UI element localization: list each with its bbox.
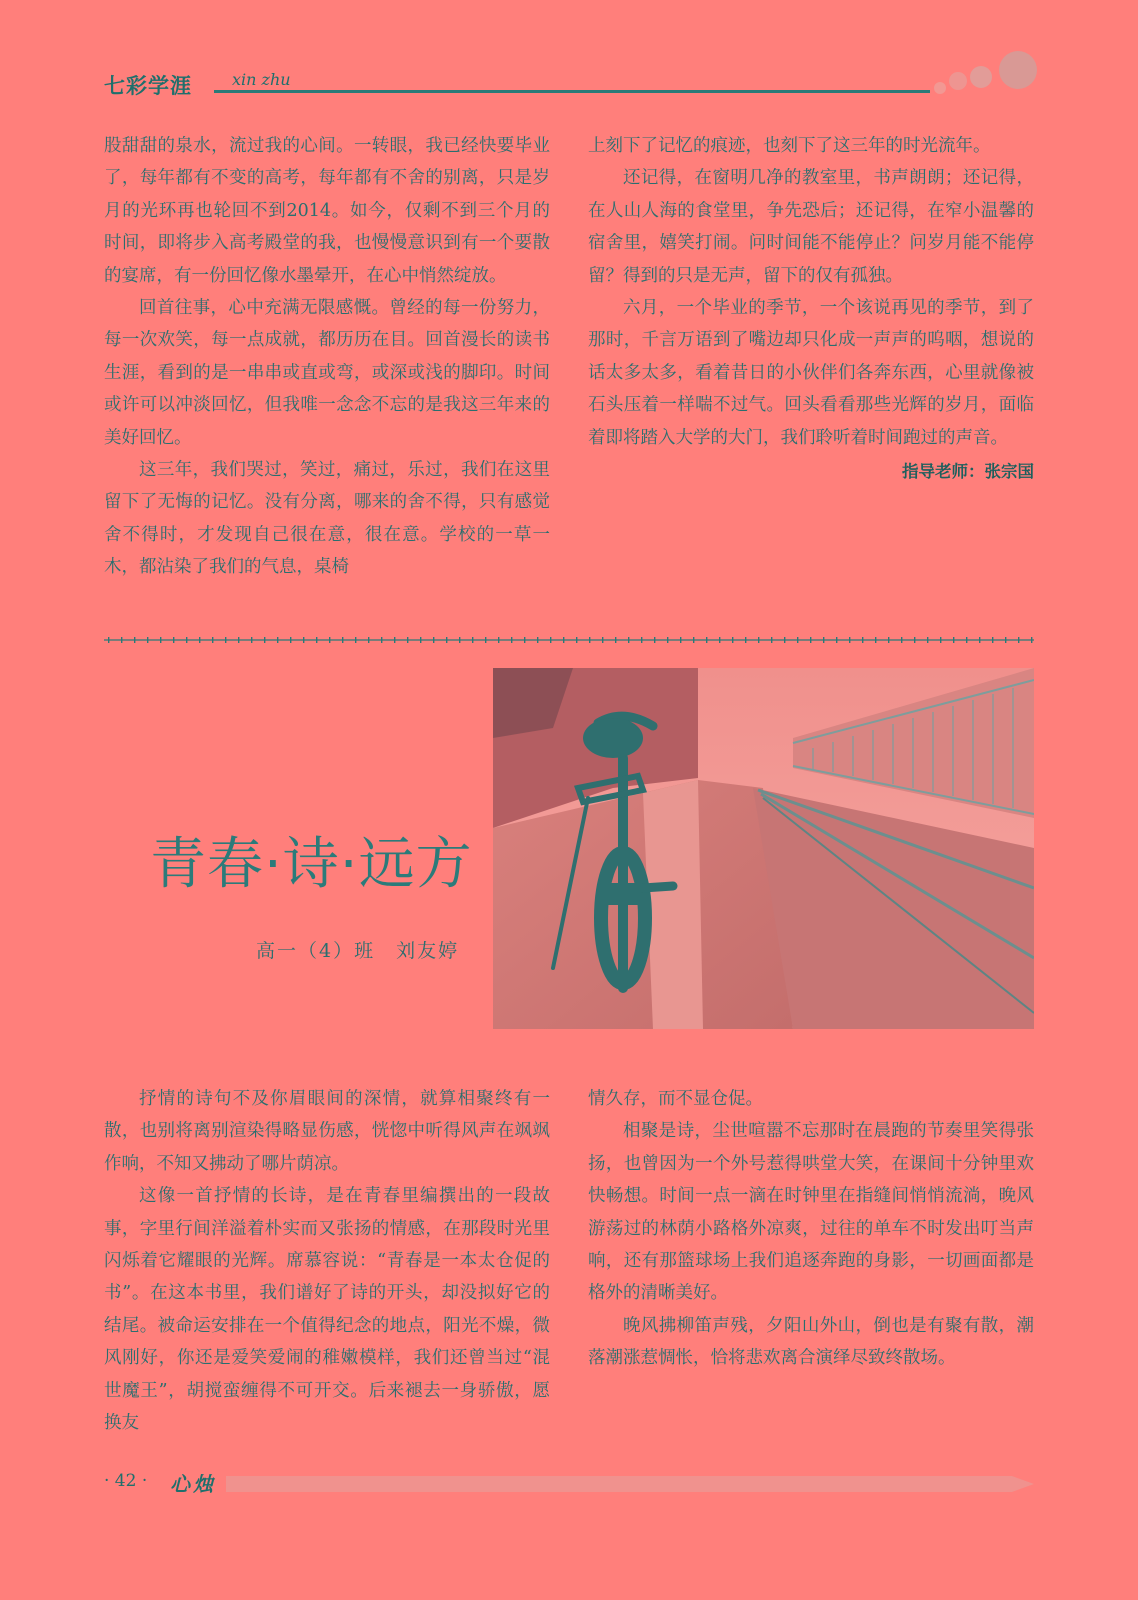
page-number: · 42 · [104,1471,148,1491]
section-title: 七彩学涯 [104,74,192,98]
paragraph: 抒情的诗句不及你眉眼间的深情，就算相聚终有一散，也别将离别渲染得略显伤感，恍惚中听得风声在飒飒作响，不知又拂动了哪片荫凉。 [104,1089,550,1174]
magazine-name: 心烛 [170,1472,216,1496]
article2-title: 青春·诗·远方 [150,832,473,897]
article1-left-column [104,130,550,584]
bicycle-railway-photo [493,668,1034,1029]
header-dots-decoration [925,50,1040,98]
paragraph: 回首往事，心中充满无限感慨。曾经的每一份努力，每一次欢笑，每一点成就，都历历在目。回首漫长的读书生涯，看到的是一串串或直或弯，或深或浅的脚印。时间或许可以冲淡回忆，但我唯一念念不忘的是我这三年来的美好回忆。 [104,298,550,448]
paragraph: 六月，一个毕业的季节，一个该说再见的季节，到了那时，千言万语到了嘴边却只化成一声声的呜咽，想说的话太多太多，看着昔日的小伙伴们各奔东西，心里就像被石头压着一样喘不过气。回头看看那些光辉的岁月，面临着即将踏入大学的大门，我们聆听着时间跑过的声音。 [588,298,1034,448]
article1-right-column [588,130,1034,488]
paragraph: 情久存，而不显仓促。 [588,1089,763,1109]
paragraph: 这三年，我们哭过，笑过，痛过，乐过，我们在这里留下了无悔的记忆。没有分离，哪来的舍不得，只有感觉舍不得时，才发现自己很在意，很在意。学校的一草一木，都沾染了我们的气息，桌椅 [104,460,550,578]
header-rule [214,90,930,93]
section-divider [104,634,1034,646]
footer-bar [226,1474,1034,1494]
teacher-signature: 指导老师：张宗国 [902,462,1034,482]
paragraph: 还记得，在窗明几净的教室里，书声朗朗；还记得，在人山人海的食堂里，争先恐后；还记得，在窄小温馨的宿舍里，嬉笑打闹。问时间能不能停止？问岁月能不能停留？得到的只是无声，留下的仅有孤独。 [588,168,1034,286]
article2-right-column [588,1083,1034,1375]
paragraph: 相聚是诗，尘世喧嚣不忘那时在晨跑的节奏里笑得张扬，也曾因为一个外号惹得哄堂大笑，在课间十分钟里欢快畅想。时间一点一滴在时钟里在指缝间悄悄流淌，晚风游荡过的林荫小路格外凉爽，过往的单车不时发出叮当声响，还有那篮球场上我们追逐奔跑的身影，一切画面都是格外的清晰美好。 [588,1121,1034,1304]
paragraph: 股甜甜的泉水，流过我的心间。一转眼，我已经快要毕业了，每年都有不变的高考，每年都有不舍的别离，只是岁月的光环再也轮回不到2014。如今，仅剩不到三个月的时间，即将步入高考殿堂的我，也慢慢意识到有一个要散的宴席，有一份回忆像水墨晕开，在心中悄然绽放。 [104,136,550,286]
paragraph: 晚风拂柳笛声残，夕阳山外山，倒也是有聚有散，潮落潮涨惹惆怅，恰将悲欢离合演绎尽致终散场。 [588,1315,1034,1369]
paragraph: 上刻下了记忆的痕迹，也刻下了这三年的时光流年。 [588,136,991,156]
article2-author: 高一（4）班 刘友婷 [256,940,460,962]
article2-left-column [104,1083,550,1439]
paragraph: 这像一首抒情的长诗，是在青春里编撰出的一段故事，字里行间洋溢着朴实而又张扬的情感，在那段时光里闪烁着它耀眼的光辉。席慕容说：“青春是一本太仓促的书”。在这本书里，我们谱好了诗的开头，却没拟好它的结尾。被命运安排在一个值得纪念的地点，阳光不燥，微风刚好，你还是爱笑爱闹的稚嫩模样，我们还曾当过“混世魔王”，胡搅蛮缠得不可开交。后来褪去一身骄傲，愿换友 [104,1186,550,1434]
section-subtitle: xin zhu [232,70,291,89]
